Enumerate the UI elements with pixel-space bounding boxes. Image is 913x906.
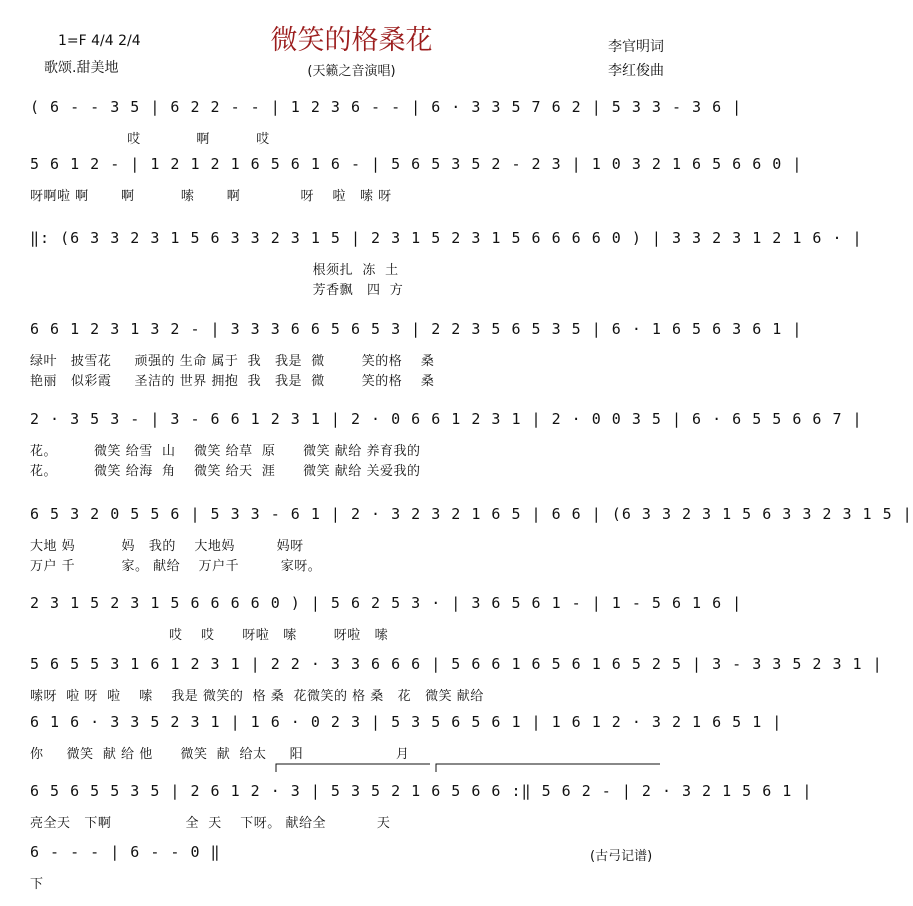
notation-line: ‖: (6 3 3 2 3 1 5 6 3 3 2 3 1 5 | 2 3 1 5 2 3 1 5 6 6 6 6 0 ) | 3 3 2 3 1 2 1 6 · | — [30, 229, 863, 247]
lyric-line-1: 绿叶 披雪花 顽强的 生命 属于 我 我是 微 笑的格 桑 — [30, 354, 435, 369]
lyric-line-2: 艳丽 似彩霞 圣洁的 世界 拥抱 我 我是 微 笑的格 桑 — [30, 374, 435, 389]
second-ending-bracket — [436, 764, 660, 772]
notation-line: 5 6 1 2 - | 1 2 1 2 1 6 5 6 1 6 - | 5 6 5 3 5 2 - 2 3 | 1 0 3 2 1 6 5 6 6 0 | — [30, 155, 803, 173]
notation-line: 6 - - - | 6 - - 0 ‖ — [30, 843, 221, 861]
notation-line: 6 5 3 2 0 5 5 6 | 5 3 3 - 6 1 | 2 · 3 2 3 2 1 6 5 | 6 6 | (6 3 3 2 3 1 5 6 3 3 2 3 1 5 | — [30, 505, 913, 523]
composer-credit: 李红俊曲 — [608, 63, 664, 79]
lyric-line-1: 哎 哎 呀啦 嗦 呀啦 嗦 — [30, 628, 389, 643]
notation-line: 5 6 5 5 3 1 6 1 2 3 1 | 2 2 · 3 3 6 6 6 | 5 6 6 1 6 5 6 1 6 5 2 5 | 3 - 3 3 5 2 3 1 | — [30, 655, 883, 673]
lyric-line-1: 呀啊啦 啊 啊 嗦 啊 呀 啦 嗦 呀 — [30, 189, 392, 204]
notation-line: ( 6 - - 3 5 | 6 2 2 - - | 1 2 3 6 - - | 6 · 3 3 5 7 6 2 | 5 3 3 - 3 6 | — [30, 98, 743, 116]
notation-line: 6 5 6 5 5 3 5 | 2 6 1 2 · 3 | 5 3 5 2 1 6 5 6 6 :‖ 5 6 2 - | 2 · 3 2 1 5 6 1 | — [30, 782, 813, 800]
lyric-line-2: 花。 微笑 给海 角 微笑 给天 涯 微笑 献给 关爱我的 — [30, 464, 421, 479]
lyric-line-1: 大地 妈 妈 我的 大地妈 妈呀 — [30, 539, 304, 554]
notation-line: 2 · 3 5 3 - | 3 - 6 6 1 2 3 1 | 2 · 0 6 6 1 2 3 1 | 2 · 0 0 3 5 | 6 · 6 5 5 6 6 7 | — [30, 410, 863, 428]
lyric-line-1: 哎 啊 哎 — [30, 132, 270, 147]
lyric-line-2: 万户 千 家。 献给 万户千 家呀。 — [30, 559, 322, 574]
lyric-line-1: 花。 微笑 给雪 山 微笑 给草 原 微笑 献给 养育我的 — [30, 444, 421, 459]
lyric-line-2: 芳香飘 四 方 — [30, 283, 404, 298]
lyric-line-1: 嗦呀 啦 呀 啦 嗦 我是 微笑的 格 桑 花微笑的 格 桑 花 微笑 献给 — [30, 689, 484, 704]
song-title: 微笑的格桑花 — [270, 25, 433, 56]
notation-line: 2 3 1 5 2 3 1 5 6 6 6 6 0 ) | 5 6 2 5 3 · | 3 6 5 6 1 - | 1 - 5 6 1 6 | — [30, 594, 743, 612]
notation-line: 6 6 1 2 3 1 3 2 - | 3 3 3 6 6 5 6 5 3 | 2 2 3 5 6 5 3 5 | 6 · 1 6 5 6 3 6 1 | — [30, 320, 803, 338]
lyric-line-1: 下 — [30, 877, 44, 892]
transcriber-credit: (古弓记谱) — [590, 849, 653, 864]
lyric-line-1: 根须扎 冻 土 — [30, 263, 399, 278]
singer-credit: (天籁之音演唱) — [307, 64, 396, 79]
notation-line: 6 1 6 · 3 3 5 2 3 1 | 1 6 · 0 2 3 | 5 3 5 6 5 6 1 | 1 6 1 2 · 3 2 1 6 5 1 | — [30, 713, 783, 731]
first-ending-bracket — [276, 764, 430, 772]
key-signature: 1=F 4/4 2/4 — [58, 33, 141, 49]
lyricist-credit: 李官明词 — [608, 39, 664, 55]
lyric-line-1: 亮全天 下啊 全 天 下呀。 献给全 天 — [30, 816, 391, 831]
performance-style: 歌颂.甜美地 — [44, 60, 119, 76]
lyric-line-1: 你 微笑 献 给 他 微笑 献 给太 阳 月 — [30, 747, 410, 762]
